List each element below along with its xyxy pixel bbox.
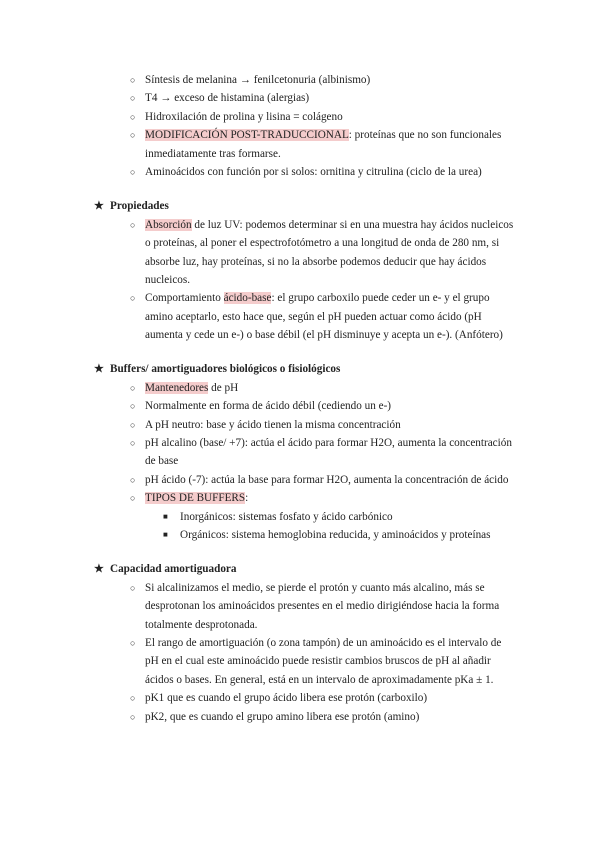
star-bullet-icon: ★ <box>94 563 104 576</box>
circle-bullet-icon: ○ <box>130 493 136 504</box>
circle-bullet-icon: ○ <box>130 293 136 304</box>
circle-bullet-icon: ○ <box>130 219 136 230</box>
text-segment: de base <box>145 455 179 468</box>
text-line <box>0 289 600 307</box>
circle-bullet-icon: ○ <box>130 693 136 704</box>
text-line <box>0 452 600 470</box>
text-line <box>0 652 600 670</box>
list-item <box>0 689 600 707</box>
text-line <box>0 271 600 289</box>
list-item <box>0 434 600 471</box>
text-segment: T4 → exceso de histamina (alergias) <box>145 92 310 105</box>
highlighted-text: TIPOS DE BUFFERS <box>145 492 246 505</box>
text-line <box>0 708 600 726</box>
square-bullet-icon: ■ <box>163 529 168 539</box>
text-segment: Si alcalinizamos el medio, se pierde el protón y cuanto más alcalino, más se <box>145 581 485 594</box>
list-item <box>0 163 600 181</box>
text-segment: Inorgánicos: sistemas fosfato y ácido carbónico <box>180 510 393 523</box>
text-line <box>0 597 600 615</box>
list-item <box>0 526 600 544</box>
text-segment: A pH neutro: base y ácido tienen la misma concentración <box>145 418 401 431</box>
circle-bullet-icon: ○ <box>130 711 136 722</box>
list-item <box>0 216 600 290</box>
list-item <box>0 508 600 526</box>
text-line <box>0 163 600 181</box>
text-line <box>0 508 600 526</box>
text-line <box>0 145 600 163</box>
circle-bullet-icon: ○ <box>130 582 136 593</box>
document-page <box>0 71 600 726</box>
text-line <box>0 434 600 452</box>
text-segment: pH alcalino (base/ +7): actúa el ácido para formar H2O, aumenta la concentración <box>145 437 512 450</box>
list-item <box>0 416 600 434</box>
text-line <box>0 397 600 415</box>
list-item <box>0 579 600 634</box>
section-gap <box>0 344 600 360</box>
text-segment: Comportamiento <box>145 292 224 305</box>
text-line <box>0 108 600 126</box>
circle-bullet-icon: ○ <box>130 93 136 104</box>
star-bullet-icon: ★ <box>94 363 104 376</box>
section-gap <box>0 181 600 197</box>
text-segment: inmediatamente tras formarse. <box>145 147 281 160</box>
circle-bullet-icon: ○ <box>130 382 136 393</box>
text-segment: amino aceptarlo, esto hace que, según el pH pueden actuar como ácido (pH <box>145 310 482 323</box>
text-line <box>0 234 600 252</box>
circle-bullet-icon: ○ <box>130 75 136 85</box>
text-segment: Hidroxilación de prolina y lisina = colágeno <box>145 110 343 123</box>
text-line <box>0 71 600 89</box>
text-segment: Normalmente en forma de ácido débil (cediendo un e-) <box>145 400 392 413</box>
circle-bullet-icon: ○ <box>130 401 136 412</box>
text-segment: totalmente desprotonada. <box>145 618 258 631</box>
text-line <box>0 253 600 271</box>
text-line <box>0 489 600 507</box>
text-line <box>0 526 600 544</box>
section-heading <box>0 197 600 215</box>
circle-bullet-icon: ○ <box>130 419 136 430</box>
circle-bullet-icon: ○ <box>130 474 136 485</box>
list-item <box>0 379 600 397</box>
highlighted-text: MODIFICACIÓN POST-TRADUCCIONAL <box>145 129 349 142</box>
text-line <box>0 416 600 434</box>
highlighted-text: Absorción <box>145 218 192 231</box>
text-line <box>0 379 600 397</box>
star-bullet-icon: ★ <box>94 200 104 213</box>
text-line <box>0 616 600 634</box>
text-line <box>0 579 600 597</box>
text-line <box>0 308 600 326</box>
text-line <box>0 89 600 107</box>
list-item <box>0 471 600 489</box>
text-line <box>0 689 600 707</box>
text-segment: : <box>245 492 249 505</box>
text-segment: absorbe luz, hay proteínas, si no la absorbe podemos deducir que hay ácidos <box>145 255 487 268</box>
circle-bullet-icon: ○ <box>130 130 136 141</box>
list-item <box>0 126 600 163</box>
text-segment: nucleicos. <box>145 273 191 286</box>
text-segment: o proteínas, al poner el espectrofotómetro a una longitud de onda de 280 nm, si <box>145 237 500 250</box>
text-segment: pH ácido (-7): actúa la base para formar H2O, aumenta la concentración de ácido <box>145 473 509 486</box>
text-segment: : proteínas que no son funcionales <box>348 129 502 142</box>
section-heading <box>0 560 600 578</box>
list-item <box>0 71 600 89</box>
heading-text: Propiedades <box>110 200 169 213</box>
circle-bullet-icon: ○ <box>130 637 136 648</box>
text-segment: pH en el cual este aminoácido puede resistir cambios bruscos de pH al añadir <box>145 655 491 668</box>
text-segment: Aminoácidos con función por si solos: ornitina y citrulina (ciclo de la urea) <box>145 165 482 178</box>
text-line <box>0 216 600 234</box>
text-segment: pK1 que es cuando el grupo ácido libera ese protón (carboxilo) <box>145 692 428 705</box>
section-gap <box>0 544 600 560</box>
list-item <box>0 708 600 726</box>
text-segment: : el grupo carboxilo puede ceder un e- y el grupo <box>271 292 490 305</box>
section-heading <box>0 360 600 378</box>
list-item <box>0 289 600 344</box>
circle-bullet-icon: ○ <box>130 166 136 177</box>
list-item <box>0 108 600 126</box>
text-segment: de luz UV: podemos determinar si en una muestra hay ácidos nucleicos <box>191 218 514 231</box>
text-segment: desprotonan los aminoácidos presentes en el medio dirigiéndose hacia la forma <box>145 600 500 613</box>
text-segment: El rango de amortiguación (o zona tampón) de un aminoácido es el intervalo de <box>145 636 502 649</box>
highlighted-text: Mantenedores <box>145 381 209 394</box>
highlighted-text: ácido-base <box>223 292 272 305</box>
heading-text: Buffers/ amortiguadores biológicos o fisiológicos <box>110 363 341 376</box>
list-item <box>0 489 600 507</box>
list-item <box>0 634 600 689</box>
square-bullet-icon: ■ <box>163 511 168 521</box>
list-item <box>0 397 600 415</box>
circle-bullet-icon: ○ <box>130 438 136 449</box>
list-item <box>0 89 600 107</box>
text-segment: Orgánicos: sistema hemoglobina reducida, y aminoácidos y proteínas <box>180 528 491 541</box>
text-line <box>0 126 600 144</box>
circle-bullet-icon: ○ <box>130 111 136 122</box>
text-segment: aumenta y cede un e-) o base débil (el pH disminuye y acepta un e-). (Anfótero) <box>145 329 503 342</box>
text-segment: Síntesis de melanina → fenilcetonuria (albinismo) <box>145 74 371 86</box>
text-line <box>0 326 600 344</box>
heading-text: Capacidad amortiguadora <box>110 563 237 576</box>
text-line <box>0 634 600 652</box>
text-segment: de pH <box>208 381 239 394</box>
text-line <box>0 471 600 489</box>
text-line <box>0 671 600 689</box>
text-segment: ácidos o bases. En general, está en un intervalo de aproximadamente pKa ± 1. <box>145 673 494 686</box>
text-segment: pK2, que es cuando el grupo amino libera ese protón (amino) <box>145 710 420 723</box>
